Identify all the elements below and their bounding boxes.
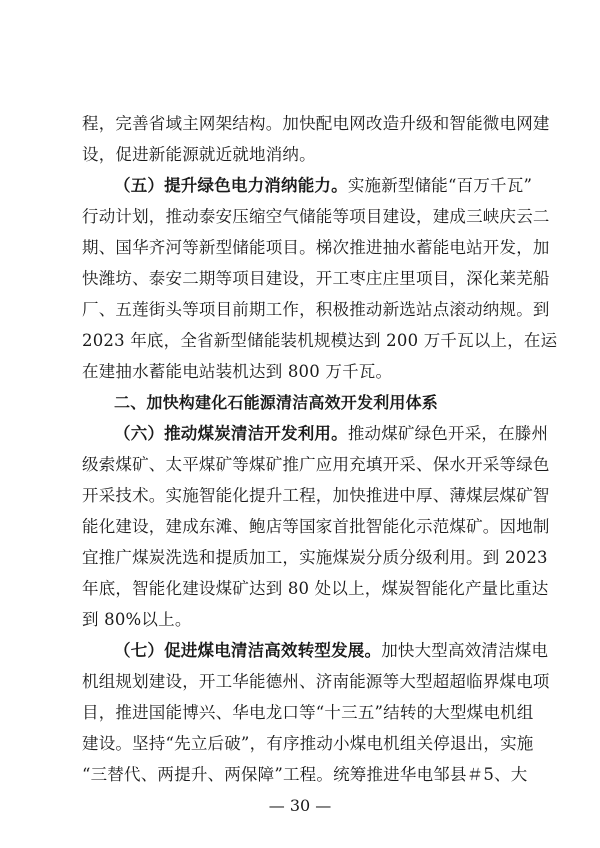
section-6-line (114, 420, 549, 448)
chapter-heading: 二、加快构建化石能源清洁高效开发利用体系 (114, 393, 439, 412)
body-line: 年底，智能化建设煤矿达到 80 处以上，煤炭智能化产量比重达 (82, 579, 549, 598)
body-line: 建设。坚持“先立后破”，有序推动小煤电机组关停退出，实施 (82, 734, 534, 753)
section-5-title: （五）提升绿色电力消纳能力。 (114, 176, 348, 195)
body-line: 能化建设，建成东滩、鲍店等国家首批智能化示范煤矿。因地制 (82, 517, 550, 536)
body-line: 目，推进国能博兴、华电龙口等“十三五”结转的大型煤电机组 (82, 703, 534, 722)
section-6-text: 推动煤矿绿色开采，在滕州 (347, 424, 549, 443)
body-line: 到 80%以上。 (82, 610, 192, 629)
body-line: 厂、五莲街头等项目前期工作，积极推动新选站点滚动纳规。到 (82, 300, 550, 319)
body-line: 快潍坊、泰安二期等项目建设，开工枣庄庄里项目，深化莱芜船 (82, 269, 550, 288)
body-line: 行动计划，推动泰安压缩空气储能等项目建设，建成三峡庆云二 (82, 207, 550, 226)
section-6-title: （六）推动煤炭清洁开发利用。 (114, 424, 348, 443)
body-line: “三替代、两提升、两保障”工程。统筹推进华电邹县＃5、大 (82, 765, 528, 784)
section-7-line (114, 637, 549, 665)
body-line: 期、国华齐河等新型储能项目。梯次推进抽水蓄能电站开发，加 (82, 238, 550, 257)
section-7-title: （七）促进煤电清洁高效转型发展。 (114, 641, 382, 660)
section-7-text: 加快大型高效清洁煤电 (381, 641, 549, 660)
body-line: 开采技术。实施智能化提升工程，加快推进中厚、薄煤层煤矿智 (82, 486, 550, 505)
body-line: 机组规划建设，开工华能德州、济南能源等大型超超临界煤电项 (82, 672, 550, 691)
body-line: 程，完善省域主网架结构。加快配电网改造升级和智能微电网建 (82, 114, 550, 133)
section-5-text: 实施新型储能“百万千瓦” (347, 176, 533, 195)
body-line: 设，促进新能源就近就地消纳。 (82, 145, 316, 164)
section-5-line (114, 172, 533, 200)
body-line: 在建抽水蓄能电站装机达到 800 万千瓦。 (82, 362, 393, 381)
body-line: 宜推广煤炭洗选和提质加工，实施煤炭分质分级利用。到 2023 (82, 548, 548, 567)
page-number: — 30 — (268, 796, 332, 815)
body-line: 级索煤矿、太平煤矿等煤矿推广应用充填开采、保水开采等绿色 (82, 455, 550, 474)
body-line: 2023 年底，全省新型储能装机规模达到 200 万千瓦以上，在运 (82, 331, 558, 350)
